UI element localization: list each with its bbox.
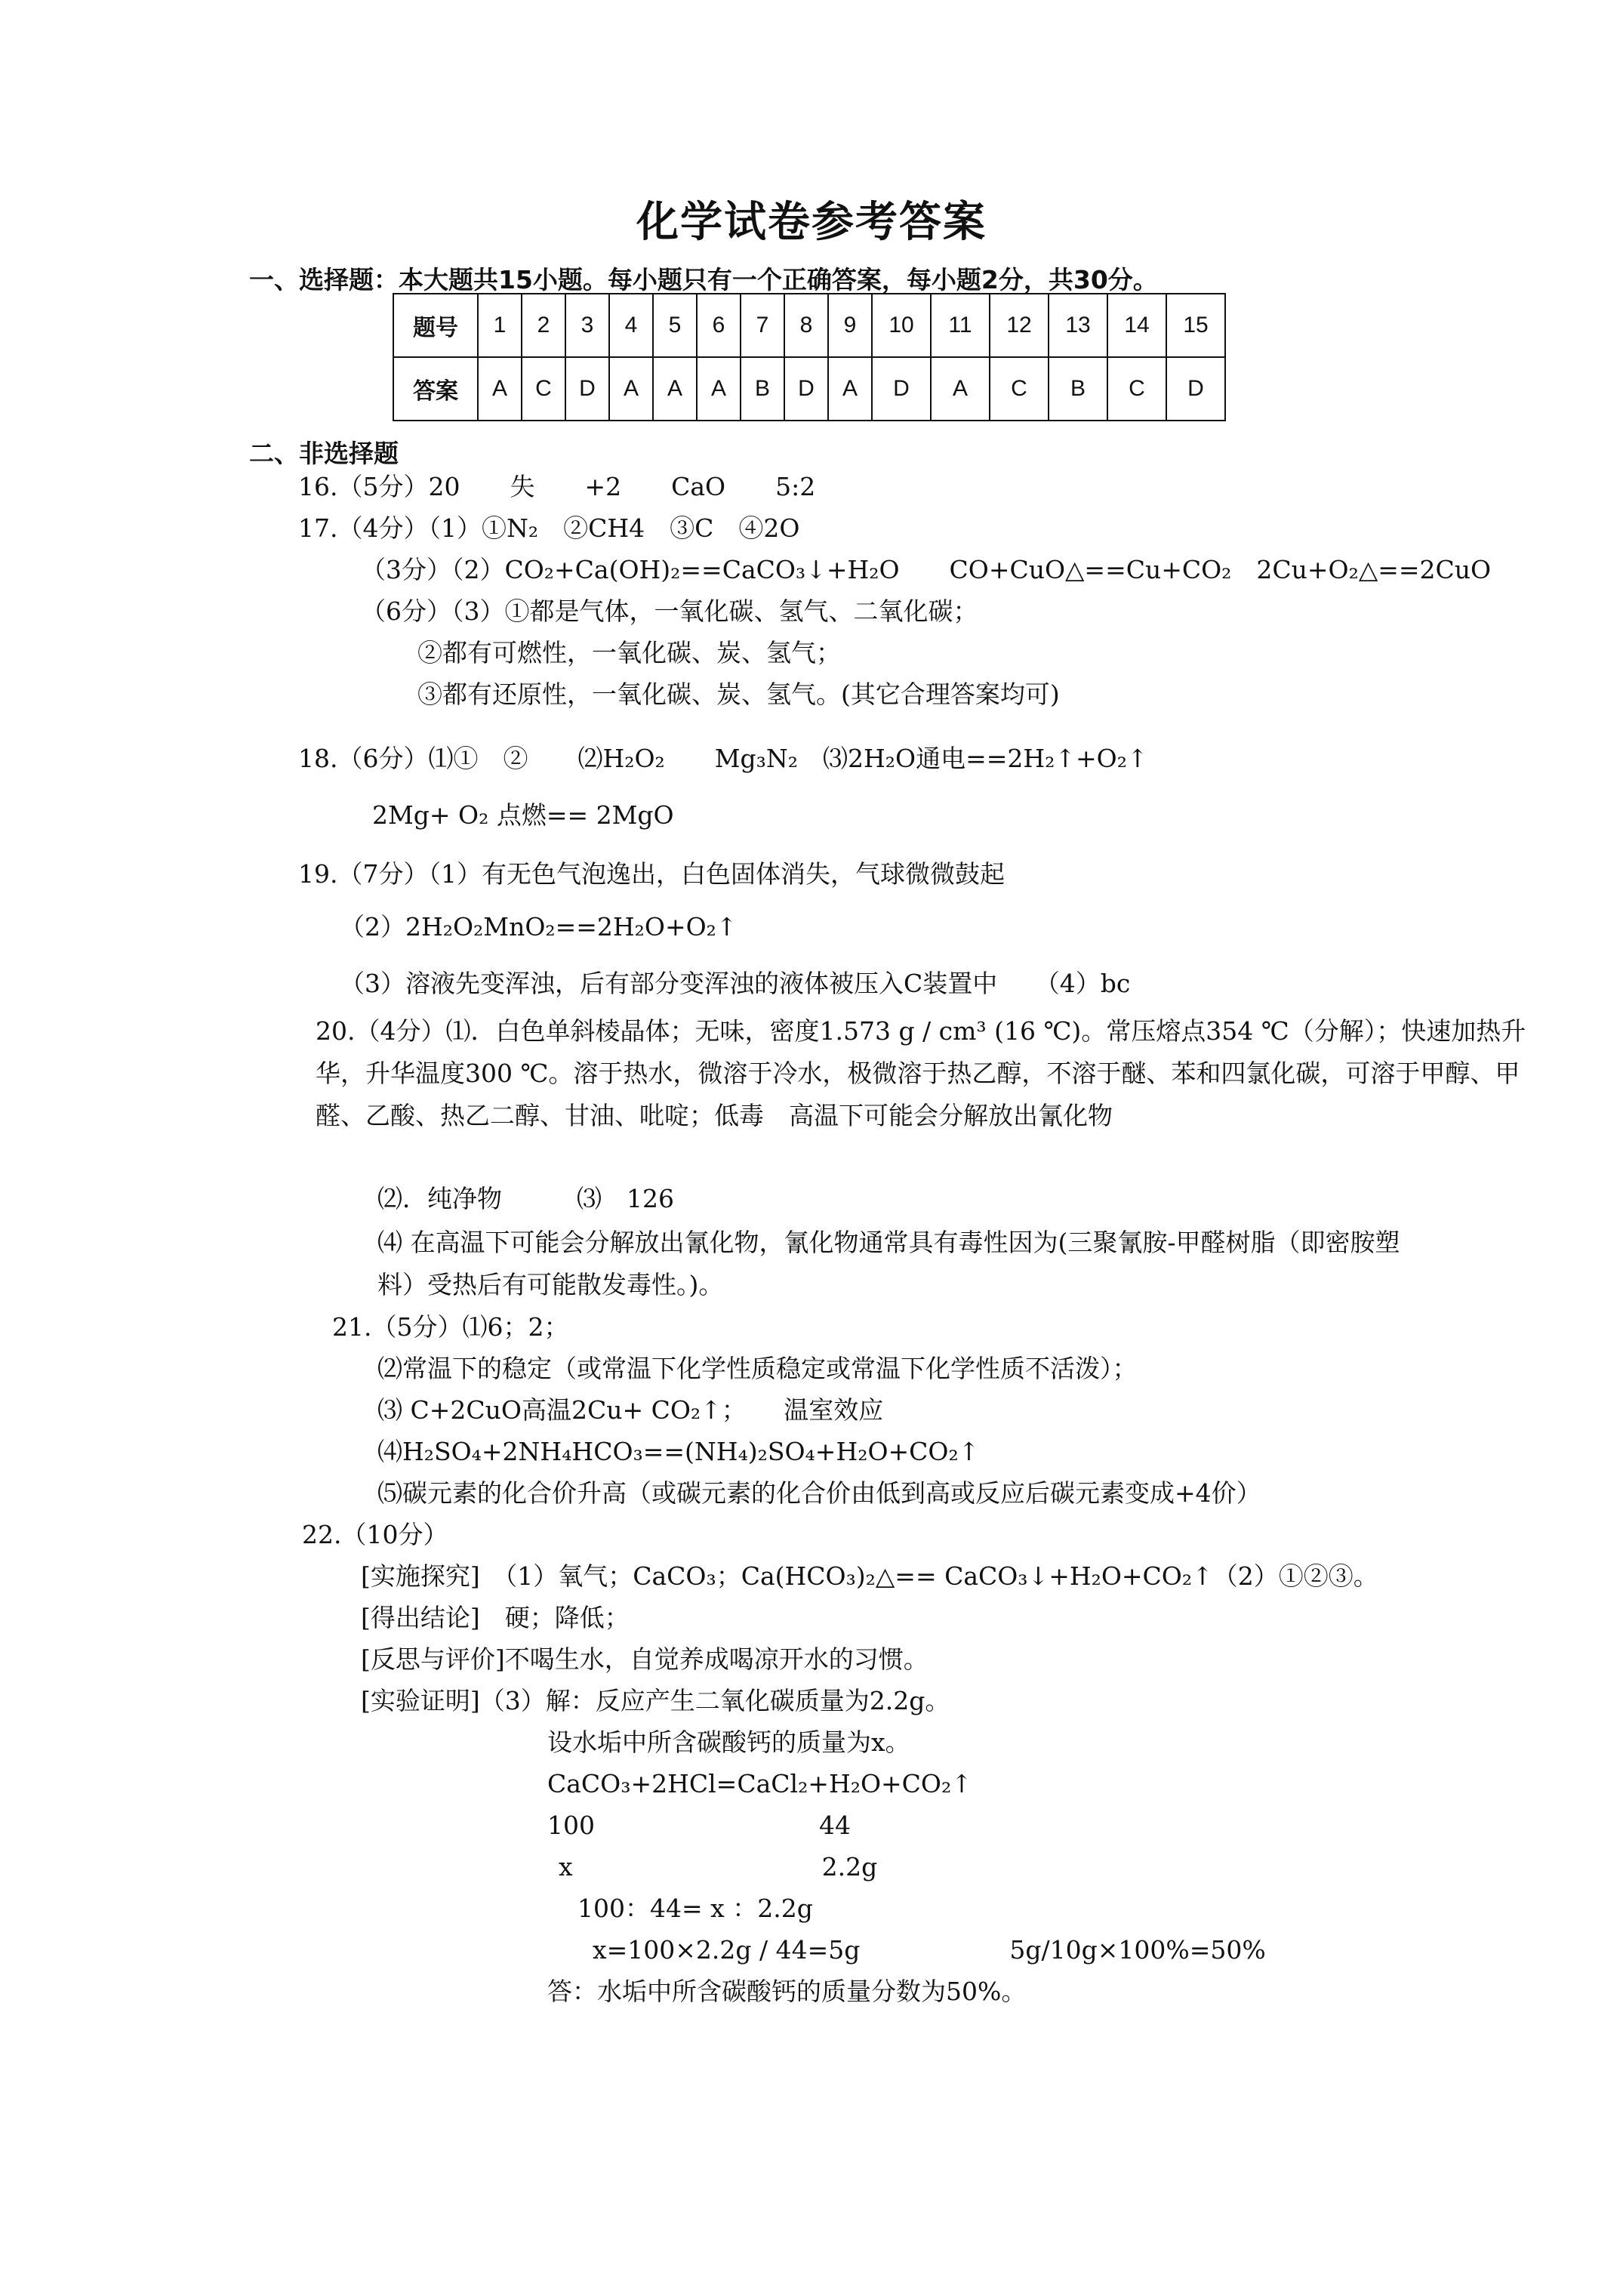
answer-22-heading: 22.（10分） <box>302 1520 448 1549</box>
answer-17-1: 17.（4分）（1）①N₂ ②CH4 ③C ④2O <box>298 513 800 543</box>
answer-cell: A <box>697 357 741 421</box>
table-row-numbers <box>393 294 1225 357</box>
answer-20-1 <box>316 1010 1554 1137</box>
answer-cell: D <box>565 357 609 421</box>
answer-cell: A <box>653 357 697 421</box>
number-cell: 9 <box>828 294 872 357</box>
answer-cell: A <box>828 357 872 421</box>
row-label-answer: 答案 <box>393 357 478 421</box>
calc-equation: CaCO₃+2HCl=CaCl₂+H₂O+CO₂↑ <box>547 1769 972 1798</box>
section-1-heading: 一、选择题：本大题共15小题。每小题只有一个正确答案，每小题2分，共30分。 <box>249 265 1158 294</box>
answer-20-1-text: 20.（4分）⑴．白色单斜棱晶体；无味，密度1.573 g / cm³ (16 ℃)。常压熔点354 ℃（分解）；快速加热升华，升华温度300 ℃。溶于热水，微溶于冷水，极微溶于热乙醇，不溶于醚、苯和四氯化碳，可溶于甲醇、甲醛、乙酸、热乙二醇、甘油、吡啶；低毒 高温下可能会分解放出氰化物 <box>316 1016 1526 1130</box>
answer-cell: A <box>931 357 990 421</box>
calc-unknown-row: x 2.2g <box>559 1852 878 1881</box>
answer-17-2: （3分）（2）CO₂+Ca(OH)₂==CaCO₃↓+H₂O CO+CuO△==Cu+CO₂ 2Cu+O₂△==2CuO <box>361 555 1492 584</box>
answer-cell: C <box>990 357 1049 421</box>
answer-19-1: 19.（7分）（1）有无色气泡逸出，白色固体消失，气球微微鼓起 <box>298 859 1005 889</box>
answer-table <box>393 293 1226 421</box>
answer-21-1: 21.（5分）⑴6；2； <box>332 1312 569 1342</box>
calc-let: 设水垢中所含碳酸钙的质量为x。 <box>547 1727 910 1757</box>
number-cell: 4 <box>609 294 653 357</box>
answer-17-3a: （6分）（3）①都是气体，一氧化碳、氢气、二氧化碳； <box>361 596 978 626</box>
answer-21-2: ⑵常温下的稳定（或常温下化学性质稳定或常温下化学性质不活泼）； <box>377 1354 1138 1383</box>
calc-mass-row: 100 44 <box>547 1811 851 1840</box>
page-title: 化学试卷参考答案 <box>636 198 987 247</box>
number-cell: 7 <box>741 294 784 357</box>
answer-21-4: ⑷H₂SO₄+2NH₄HCO₃==(NH₄)₂SO₄+H₂O+CO₂↑ <box>377 1437 980 1466</box>
answer-cell: B <box>1049 357 1107 421</box>
number-cell: 5 <box>653 294 697 357</box>
answer-cell: A <box>609 357 653 421</box>
number-cell: 3 <box>565 294 609 357</box>
number-cell: 13 <box>1049 294 1107 357</box>
answer-cell: C <box>1107 357 1166 421</box>
answer-19-3: （3）溶液先变浑浊，后有部分变浑浊的液体被压入C装置中 （4）bc <box>340 969 1131 998</box>
answer-20-4 <box>377 1222 1419 1306</box>
answer-22-explore: [实施探究] （1）氧气；CaCO₃；Ca(HCO₃)₂△== CaCO₃↓+H₂O+CO₂↑（2）①②③。 <box>361 1561 1378 1591</box>
answer-cell: C <box>522 357 565 421</box>
answer-16: 16.（5分）20 失 +2 CaO 5:2 <box>298 472 816 501</box>
calc-answer: 答：水垢中所含碳酸钙的质量分数为50%。 <box>547 1977 1027 2006</box>
answer-18: 18.（6分）⑴① ② ⑵H₂O₂ Mg₃N₂ ⑶2H₂O通电==2H₂↑+O₂↑ <box>298 744 1148 773</box>
answer-20-2: ⑵．纯净物 ⑶ 126 <box>377 1184 674 1213</box>
answer-cell: D <box>784 357 828 421</box>
number-cell: 12 <box>990 294 1049 357</box>
answer-cell: D <box>1166 357 1225 421</box>
number-cell: 11 <box>931 294 990 357</box>
number-cell: 14 <box>1107 294 1166 357</box>
answer-17-3b: ②都有可燃性，一氧化碳、炭、氢气； <box>417 638 841 667</box>
calc-result: x=100×2.2g / 44=5g 5g/10g×100%=50% <box>593 1935 1266 1965</box>
answer-22-conclusion: [得出结论] 硬；降低； <box>361 1603 630 1632</box>
number-cell: 6 <box>697 294 741 357</box>
answer-cell: D <box>872 357 931 421</box>
number-cell: 10 <box>872 294 931 357</box>
answer-22-reflection: [反思与评价]不喝生水，自觉养成喝凉开水的习惯。 <box>361 1644 929 1674</box>
answer-cell: A <box>478 357 522 421</box>
number-cell: 15 <box>1166 294 1225 357</box>
table-row-answers <box>393 357 1225 421</box>
answer-21-5: ⑸碳元素的化合价升高（或碳元素的化合价由低到高或反应后碳元素变成+4价） <box>377 1478 1261 1508</box>
row-label-number: 题号 <box>393 294 478 357</box>
answer-21-3: ⑶ C+2CuO高温2Cu+ CO₂↑； 温室效应 <box>377 1395 884 1425</box>
section-2-heading: 二、非选择题 <box>249 439 399 468</box>
calc-proportion: 100：44= x ：2.2g <box>577 1894 813 1923</box>
answer-19-2: （2）2H₂O₂MnO₂==2H₂O+O₂↑ <box>340 912 738 942</box>
answer-cell: B <box>741 357 784 421</box>
answer-18-equation: 2Mg+ O₂ 点燃== 2MgO <box>372 800 674 830</box>
number-cell: 1 <box>478 294 522 357</box>
number-cell: 2 <box>522 294 565 357</box>
number-cell: 8 <box>784 294 828 357</box>
answer-20-4-text: ⑷ 在高温下可能会分解放出氰化物，氰化物通常具有毒性因为(三聚氰胺-甲醛树脂（即密胺塑料）受热后有可能散发毒性。)。 <box>377 1228 1400 1299</box>
answer-17-3c: ③都有还原性，一氧化碳、炭、氢气。(其它合理答案均可) <box>417 680 1060 709</box>
answer-22-proof: [实验证明]（3）解：反应产生二氧化碳质量为2.2g。 <box>361 1686 950 1715</box>
